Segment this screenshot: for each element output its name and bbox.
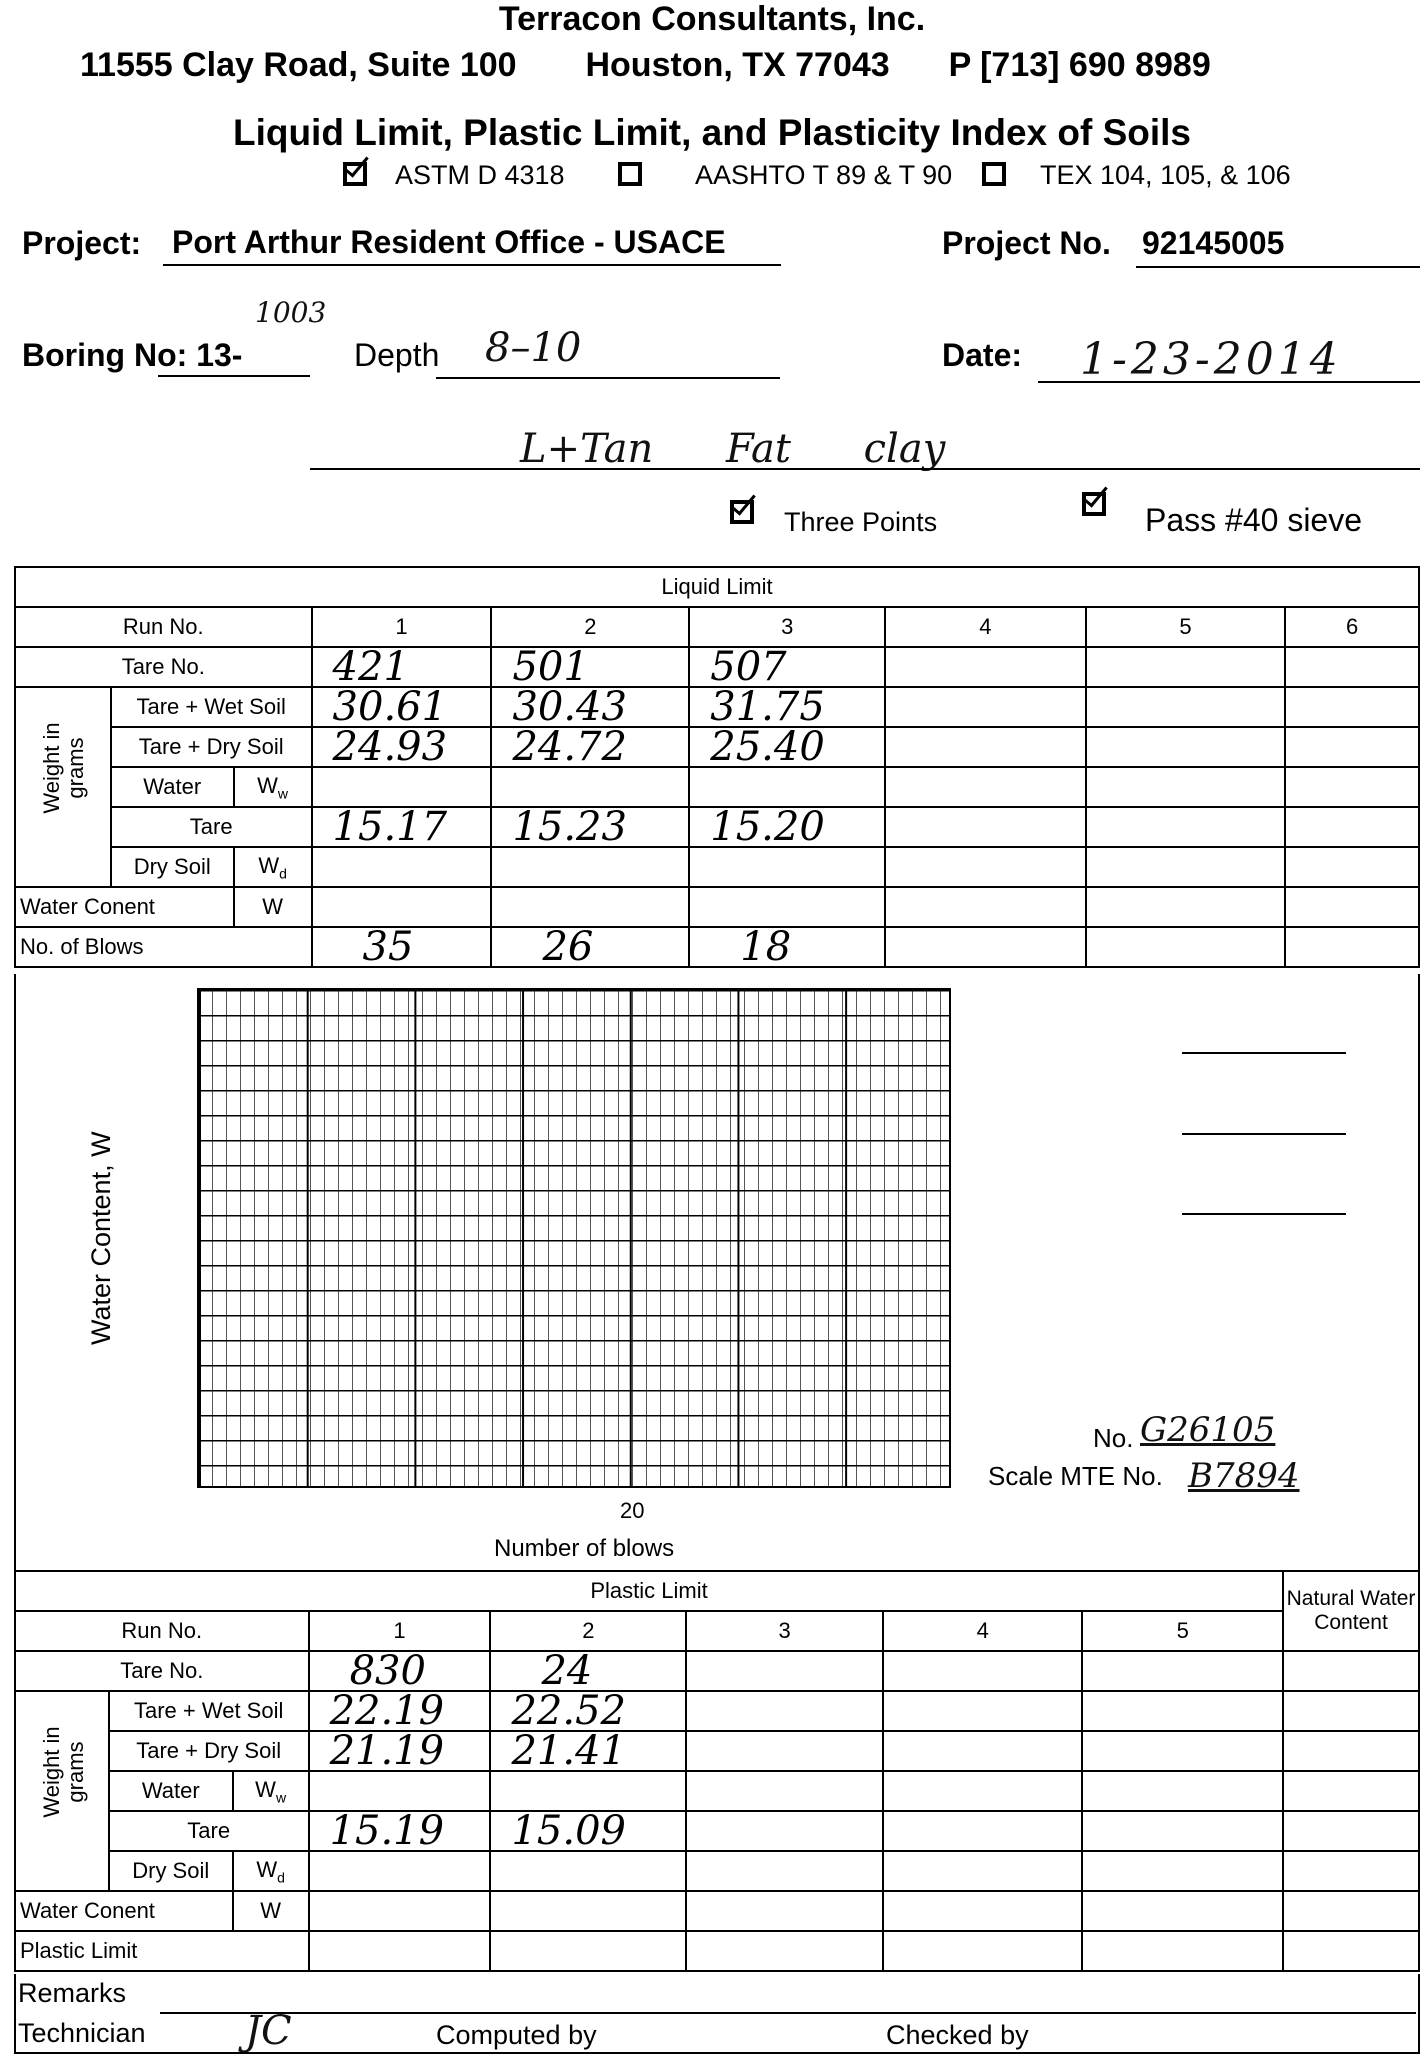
cell[interactable]	[312, 847, 492, 887]
cell[interactable]	[883, 1771, 1083, 1811]
aashto-label: AASHTO T 89 & T 90	[695, 160, 953, 190]
ll-run-5: 5	[1086, 607, 1286, 647]
chart-xtick-20: 20	[620, 1498, 645, 1523]
device-no-hw: G26105	[1140, 1410, 1276, 1450]
cell[interactable]	[1285, 807, 1419, 847]
ll-run-label: Run No.	[15, 607, 312, 647]
ll-tare-dry-1[interactable]: 24.93	[312, 727, 492, 767]
tex-checkbox[interactable]	[982, 162, 1006, 186]
remarks-label: Remarks	[18, 1978, 127, 2008]
cell[interactable]	[883, 1891, 1083, 1931]
cell[interactable]	[883, 1851, 1083, 1891]
address-line	[80, 46, 1211, 85]
boring-number-hw: 1003	[255, 296, 327, 329]
ll-tare-wet-1[interactable]: 30.61	[312, 687, 492, 727]
pl-run-2: 2	[490, 1611, 686, 1651]
ll-title: Liquid Limit	[15, 567, 1419, 607]
cell[interactable]	[491, 767, 689, 807]
ll-tare-dry-label: Tare + Dry Soil	[111, 727, 312, 767]
cell[interactable]	[689, 847, 885, 887]
cell[interactable]	[1285, 727, 1419, 767]
pl-tare-dry-2[interactable]: 21.41	[490, 1731, 686, 1771]
remarks-line	[160, 2012, 1416, 2014]
ll-wc-label: Water Conent	[15, 887, 234, 927]
cell[interactable]	[686, 1651, 883, 1691]
cell[interactable]	[885, 767, 1086, 807]
cell[interactable]	[885, 647, 1086, 687]
cell[interactable]	[885, 847, 1086, 887]
ll-blows-1[interactable]: 35	[312, 927, 492, 967]
pl-tare-wet-label: Tare + Wet Soil	[109, 1691, 309, 1731]
ll-blows-label: No. of Blows	[15, 927, 312, 967]
cell[interactable]	[885, 687, 1086, 727]
ll-tare-2[interactable]: 15.23	[491, 807, 689, 847]
chart-ylabel: Water Content, W	[86, 1131, 116, 1345]
pl-tare-dry-label: Tare + Dry Soil	[109, 1731, 309, 1771]
form-title: Liquid Limit, Plastic Limit, and Plasticity Index of Soils	[232, 112, 1192, 153]
cell[interactable]	[1285, 647, 1419, 687]
cell[interactable]	[883, 1651, 1083, 1691]
ll-tare-3[interactable]: 15.20	[689, 807, 885, 847]
cell[interactable]	[885, 887, 1086, 927]
cell[interactable]	[491, 887, 689, 927]
pl-tare-no-2[interactable]: 24	[490, 1651, 686, 1691]
three-points-label: Three Points	[784, 507, 938, 537]
ll-tare-wet-3[interactable]: 31.75	[689, 687, 885, 727]
pl-tare-2[interactable]: 15.09	[490, 1811, 686, 1851]
cell[interactable]	[686, 1811, 883, 1851]
cell[interactable]	[686, 1731, 883, 1771]
ll-blows-2[interactable]: 26	[491, 927, 689, 967]
pass40-label: Pass #40 sieve	[1145, 502, 1363, 538]
cell[interactable]	[490, 1891, 686, 1931]
pl-tare-label: Tare	[109, 1811, 309, 1851]
pl-run-1: 1	[309, 1611, 491, 1651]
project-name-line	[163, 264, 781, 266]
cell[interactable]	[1082, 1691, 1283, 1731]
date-label: Date:	[942, 337, 1023, 373]
ll-tare-wet-2[interactable]: 30.43	[491, 687, 689, 727]
pl-weight-label	[15, 1691, 109, 1891]
cell[interactable]	[1086, 727, 1286, 767]
result-line-3	[1182, 1213, 1346, 1215]
astm-label: ASTM D 4318	[395, 160, 565, 190]
project-number: 92145005	[1142, 225, 1285, 261]
description-line	[310, 468, 1420, 470]
cell[interactable]	[1082, 1731, 1283, 1771]
cell[interactable]	[1283, 1771, 1419, 1811]
cell[interactable]	[885, 807, 1086, 847]
cell[interactable]	[885, 927, 1086, 967]
project-number-line	[1136, 266, 1420, 268]
three-points-checkbox[interactable]	[730, 500, 754, 524]
cell[interactable]	[1086, 847, 1286, 887]
cell[interactable]	[1086, 927, 1286, 967]
ll-tare-wet-label: Tare + Wet Soil	[111, 687, 312, 727]
cell[interactable]	[686, 1851, 883, 1891]
checked-by-label: Checked by	[886, 2020, 1029, 2050]
cell[interactable]	[1283, 1651, 1419, 1691]
cell[interactable]	[490, 1931, 686, 1971]
pl-tare-wet-1[interactable]: 22.19	[309, 1691, 491, 1731]
ll-tare-no-label: Tare No.	[15, 647, 312, 687]
cell[interactable]	[1283, 1731, 1419, 1771]
pl-wc-label: Water Conent	[15, 1891, 233, 1931]
ll-wd: $W_d$	[234, 847, 312, 887]
chart-xlabel: Number of blows	[494, 1535, 675, 1562]
footer-box	[14, 1974, 1420, 2054]
flow-curve-grid[interactable]	[197, 988, 951, 1488]
depth-hw: 8–10	[485, 325, 582, 371]
cell[interactable]	[1283, 1931, 1419, 1971]
cell[interactable]	[686, 1691, 883, 1731]
ll-run-4: 4	[885, 607, 1086, 647]
cell[interactable]	[1285, 767, 1419, 807]
pl-run-3: 3	[686, 1611, 883, 1651]
ll-weight-label	[15, 687, 111, 887]
pl-run-4: 4	[883, 1611, 1083, 1651]
cell[interactable]	[1285, 847, 1419, 887]
cell[interactable]	[883, 1691, 1083, 1731]
cell[interactable]	[1082, 1811, 1283, 1851]
ll-tare-no-3[interactable]: 507	[689, 647, 885, 687]
ll-tare-no-2[interactable]: 501	[491, 647, 689, 687]
street-address: 11555 Clay Road, Suite 100	[80, 46, 517, 84]
cell[interactable]	[1082, 1651, 1283, 1691]
cell[interactable]	[689, 887, 885, 927]
computed-by-label: Computed by	[436, 2020, 597, 2050]
pl-tare-wet-2[interactable]: 22.52	[490, 1691, 686, 1731]
pl-water-label: Water	[109, 1771, 233, 1811]
cell[interactable]	[1283, 1691, 1419, 1731]
boring-line	[158, 375, 310, 377]
ll-tare-no-1[interactable]: 421	[312, 647, 492, 687]
date-hw: 1-23-2014	[1080, 334, 1342, 385]
city-state: Houston, TX 77043	[585, 46, 890, 84]
pass40-checkbox[interactable]	[1082, 492, 1106, 516]
aashto-checkbox[interactable]	[618, 162, 642, 186]
cell[interactable]	[1082, 1771, 1283, 1811]
ll-weight-text: Weight in grams	[39, 722, 88, 814]
cell[interactable]	[1283, 1811, 1419, 1851]
result-line-1	[1182, 1052, 1346, 1054]
project-name: Port Arthur Resident Office - USACE	[172, 224, 726, 260]
cell[interactable]	[885, 727, 1086, 767]
phone: P [713] 690 8989	[948, 46, 1211, 84]
technician-line	[160, 2052, 430, 2054]
cell[interactable]	[1285, 927, 1419, 967]
pl-ww: $W_w$	[233, 1771, 309, 1811]
ll-tare-dry-2[interactable]: 24.72	[491, 727, 689, 767]
depth-line	[436, 377, 780, 379]
ll-tare-dry-3[interactable]: 25.40	[689, 727, 885, 767]
computed-by-line	[612, 2052, 882, 2054]
cell[interactable]	[1283, 1851, 1419, 1891]
ll-run-3: 3	[689, 607, 885, 647]
result-line-2	[1182, 1133, 1346, 1135]
cell[interactable]	[309, 1771, 491, 1811]
technician-hw: JC	[245, 2008, 292, 2054]
ll-run-6: 6	[1285, 607, 1419, 647]
pl-tare-no-label: Tare No.	[15, 1651, 309, 1691]
cell[interactable]	[309, 1851, 491, 1891]
pl-title: Plastic Limit	[15, 1571, 1283, 1611]
ll-tare-1[interactable]: 15.17	[312, 807, 492, 847]
plastic-limit-table	[14, 1570, 1420, 1972]
cell[interactable]	[883, 1811, 1083, 1851]
cell[interactable]	[1086, 767, 1286, 807]
cell[interactable]	[686, 1891, 883, 1931]
cell[interactable]	[1082, 1931, 1283, 1971]
cell[interactable]	[490, 1771, 686, 1811]
cell[interactable]	[312, 767, 492, 807]
device-no-label: No.	[1093, 1423, 1134, 1453]
ll-w: W	[234, 887, 312, 927]
ll-blows-3[interactable]: 18	[689, 927, 885, 967]
cell[interactable]	[1285, 687, 1419, 727]
ll-ww: $W_w$	[234, 767, 312, 807]
cell[interactable]	[1086, 687, 1286, 727]
project-number-label: Project No.	[942, 225, 1111, 261]
pl-tare-1[interactable]: 15.19	[309, 1811, 491, 1851]
pl-dry-label: Dry Soil	[109, 1851, 233, 1891]
boring-label: Boring No: 13-	[22, 337, 243, 373]
cell[interactable]	[1086, 807, 1286, 847]
cell[interactable]	[309, 1891, 491, 1931]
cell[interactable]	[1082, 1891, 1283, 1931]
cell[interactable]	[686, 1771, 883, 1811]
pl-nwc-label: Natural Water Content	[1283, 1571, 1419, 1651]
cell[interactable]	[686, 1931, 883, 1971]
scale-mte-hw: B7894	[1188, 1456, 1300, 1496]
pl-run-5: 5	[1082, 1611, 1283, 1651]
cell[interactable]	[1086, 647, 1286, 687]
ll-dry-label: Dry Soil	[111, 847, 234, 887]
ll-water-label: Water	[111, 767, 234, 807]
depth-label: Depth	[354, 337, 440, 373]
date-line	[1038, 381, 1420, 383]
cell[interactable]	[689, 767, 885, 807]
pl-plastic-limit-label: Plastic Limit	[15, 1931, 309, 1971]
ll-run-2: 2	[491, 607, 689, 647]
ll-run-1: 1	[312, 607, 492, 647]
cell[interactable]	[1285, 887, 1419, 927]
cell[interactable]	[309, 1931, 491, 1971]
company-name: Terracon Consultants, Inc.	[498, 0, 926, 38]
project-label: Project:	[22, 225, 142, 261]
pl-w: W	[233, 1891, 309, 1931]
checked-by-line	[1034, 2052, 1416, 2054]
cell[interactable]	[883, 1931, 1083, 1971]
cell[interactable]	[1082, 1851, 1283, 1891]
scale-mte-label: Scale MTE No.	[988, 1461, 1163, 1491]
cell[interactable]	[490, 1851, 686, 1891]
liquid-limit-table	[14, 566, 1420, 968]
soil-description-hw: L+Tan Fat clay	[520, 426, 946, 472]
technician-label: Technician	[18, 2018, 146, 2048]
pl-run-label: Run No.	[15, 1611, 309, 1651]
cell[interactable]	[1283, 1891, 1419, 1931]
pl-wd: $W_d$	[233, 1851, 309, 1891]
cell[interactable]	[883, 1731, 1083, 1771]
tex-label: TEX 104, 105, & 106	[1040, 160, 1291, 190]
astm-checkbox[interactable]	[343, 162, 367, 186]
pl-tare-no-1[interactable]: 830	[309, 1651, 491, 1691]
cell[interactable]	[491, 847, 689, 887]
pl-weight-text: Weight in grams	[39, 1726, 88, 1818]
cell[interactable]	[1086, 887, 1286, 927]
ll-tare-label: Tare	[111, 807, 312, 847]
cell[interactable]	[312, 887, 492, 927]
pl-tare-dry-1[interactable]: 21.19	[309, 1731, 491, 1771]
